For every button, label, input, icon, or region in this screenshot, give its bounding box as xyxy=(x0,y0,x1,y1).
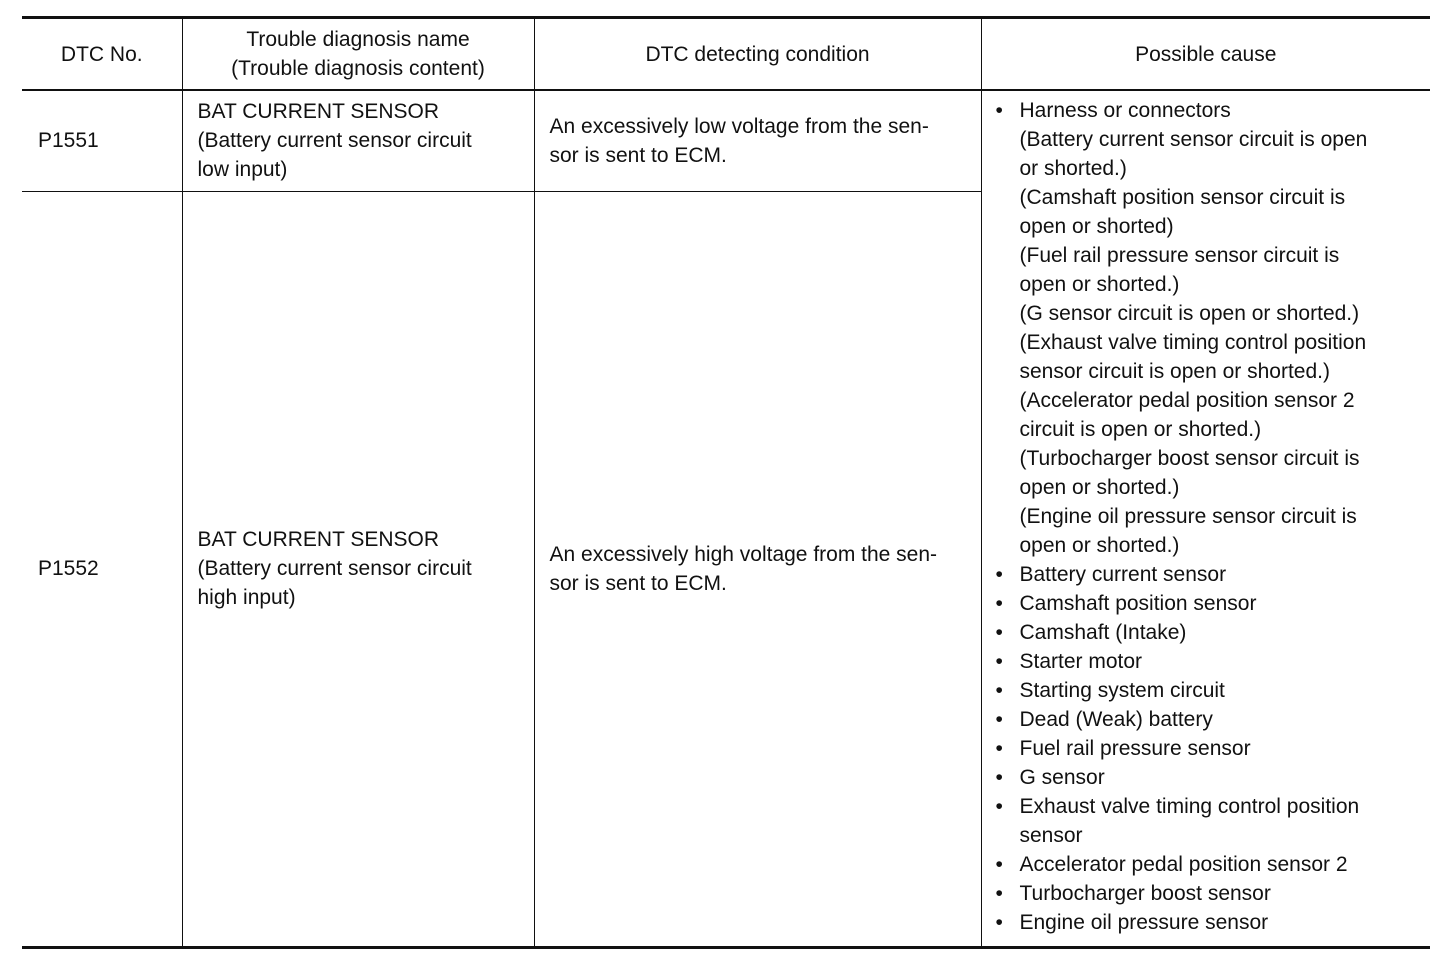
cause-list-item xyxy=(996,879,1423,908)
cause-list-item xyxy=(996,589,1423,618)
bullet-icon: • xyxy=(995,911,1003,934)
cause-list-item xyxy=(996,850,1423,879)
header-row xyxy=(22,18,1430,91)
cause-detail-text: open or shorted.) xyxy=(1019,476,1180,499)
cause-text: Engine oil pressure sensor xyxy=(1019,911,1269,934)
header-name-line: (Trouble diagnosis content) xyxy=(231,57,485,80)
bullet-icon: • xyxy=(995,708,1003,731)
cause-list-item xyxy=(996,676,1423,705)
cause-text: Accelerator pedal position sensor 2 xyxy=(1019,853,1348,876)
bullet-icon: • xyxy=(995,766,1003,789)
cause-detail-text: sensor circuit is open or shorted.) xyxy=(1019,360,1330,383)
possible-cause-list xyxy=(996,96,1423,937)
cause-detail-text: or shorted.) xyxy=(1019,157,1127,180)
cause-text: Exhaust valve timing control position xyxy=(1019,795,1360,818)
detecting-condition-cell: An excessively low voltage from the sen- sor is sent to ECM. xyxy=(534,90,981,191)
cause-text: Battery current sensor xyxy=(1019,563,1227,586)
bullet-icon: • xyxy=(995,737,1003,760)
cause-detail-text: (Turbocharger boost sensor circuit is xyxy=(1019,447,1360,470)
bullet-icon: • xyxy=(995,853,1003,876)
cause-text: Starter motor xyxy=(1019,650,1143,673)
cause-list-item xyxy=(996,908,1423,937)
cause-list-item xyxy=(996,560,1423,589)
cause-list-item xyxy=(996,96,1423,560)
cause-list-item xyxy=(996,705,1423,734)
header-trouble-diagnosis-name xyxy=(182,18,534,91)
bullet-icon: • xyxy=(995,592,1003,615)
cause-detail-text: (Accelerator pedal position sensor 2 xyxy=(1019,389,1355,412)
cause-list-item xyxy=(996,792,1423,850)
header-name-line: Trouble diagnosis name xyxy=(246,28,470,51)
cause-text: Camshaft position sensor xyxy=(1019,592,1257,615)
cause-detail-text: circuit is open or shorted.) xyxy=(1019,418,1262,441)
bullet-icon: • xyxy=(995,882,1003,905)
bullet-icon: • xyxy=(995,795,1003,818)
possible-cause-cell xyxy=(981,90,1430,947)
cause-text: sensor xyxy=(1019,824,1083,847)
cause-detail-text: (Camshaft position sensor circuit is xyxy=(1019,186,1346,209)
cause-list-item xyxy=(996,618,1423,647)
cause-text: Dead (Weak) battery xyxy=(1019,708,1213,731)
cause-text: Harness or connectors xyxy=(1019,99,1231,122)
cause-text: Turbocharger boost sensor xyxy=(1019,882,1271,905)
bullet-icon: • xyxy=(995,563,1003,586)
table-row-p1551 xyxy=(22,90,1430,191)
cause-list-item xyxy=(996,734,1423,763)
bullet-icon: • xyxy=(995,679,1003,702)
dtc-code-cell: P1552 xyxy=(22,191,182,947)
header-dtc-no: DTC No. xyxy=(22,18,182,91)
cause-detail-text: (Battery current sensor circuit is open xyxy=(1019,128,1368,151)
cause-list-item xyxy=(996,647,1423,676)
bullet-icon: • xyxy=(995,621,1003,644)
header-detecting-condition: DTC detecting condition xyxy=(534,18,981,91)
cause-text: G sensor xyxy=(1019,766,1105,789)
cause-text: Fuel rail pressure sensor xyxy=(1019,737,1251,760)
cause-text: Starting system circuit xyxy=(1019,679,1225,702)
cause-detail-text: open or shorted) xyxy=(1019,215,1174,238)
cause-detail-text: open or shorted.) xyxy=(1019,534,1180,557)
cause-detail-text: (G sensor circuit is open or shorted.) xyxy=(1019,302,1360,325)
bullet-icon: • xyxy=(995,99,1003,122)
cause-detail-text: (Engine oil pressure sensor circuit is xyxy=(1019,505,1357,528)
dtc-table xyxy=(22,16,1430,949)
cause-detail-text: (Fuel rail pressure sensor circuit is xyxy=(1019,244,1340,267)
detecting-condition-cell: An excessively high voltage from the sen- sor is sent to ECM. xyxy=(534,191,981,947)
dtc-code-cell: P1551 xyxy=(22,90,182,191)
header-possible-cause: Possible cause xyxy=(981,18,1430,91)
diagnosis-name-cell: BAT CURRENT SENSOR (Battery current sensor circuit low input) xyxy=(182,90,534,191)
cause-text: Camshaft (Intake) xyxy=(1019,621,1187,644)
cause-detail-text: (Exhaust valve timing control position xyxy=(1019,331,1367,354)
cause-detail-text: open or shorted.) xyxy=(1019,273,1180,296)
diagnosis-name-cell: BAT CURRENT SENSOR (Battery current sensor circuit high input) xyxy=(182,191,534,947)
bullet-icon: • xyxy=(995,650,1003,673)
cause-list-item xyxy=(996,763,1423,792)
